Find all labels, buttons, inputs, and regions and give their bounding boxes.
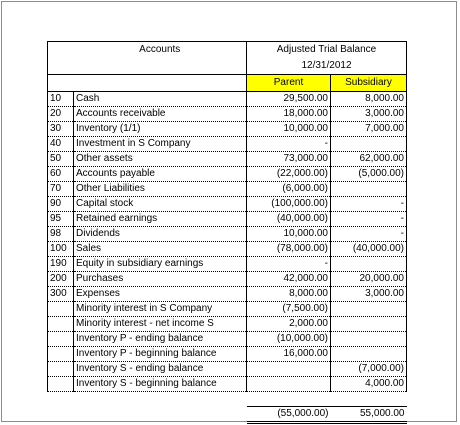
parent-balance: 8,000.00 <box>247 287 331 302</box>
parent-balance <box>247 362 331 377</box>
subsidiary-balance: 62,000.00 <box>331 152 407 167</box>
parent-balance: (78,000.00) <box>247 242 331 257</box>
parent-balance <box>247 377 331 392</box>
parent-total: (55,000.00) <box>247 407 331 423</box>
account-name: Minority interest in S Company <box>74 302 247 317</box>
subsidiary-balance <box>331 347 407 362</box>
parent-balance: (7,500.00) <box>247 302 331 317</box>
table-row <box>48 182 407 197</box>
account-code: 20 <box>48 107 74 122</box>
subsidiary-balance <box>331 302 407 317</box>
account-name: Sales <box>74 242 247 257</box>
table-row <box>48 317 407 332</box>
account-name: Other Liabilities <box>74 182 247 197</box>
account-code: 10 <box>48 92 74 107</box>
parent-balance: 29,500.00 <box>247 92 331 107</box>
subsidiary-balance: (40,000.00) <box>331 242 407 257</box>
account-code <box>48 377 74 392</box>
account-code <box>48 347 74 362</box>
subsidiary-total: 55,000.00 <box>331 407 407 423</box>
account-code: 70 <box>48 182 74 197</box>
subsidiary-balance <box>331 257 407 272</box>
account-name: Dividends <box>74 227 247 242</box>
account-code: 30 <box>48 122 74 137</box>
table-row <box>48 302 407 317</box>
account-name: Investment in S Company <box>74 137 247 152</box>
trial-balance-table <box>47 41 407 424</box>
parent-balance: (10,000.00) <box>247 332 331 347</box>
table-row <box>48 287 407 302</box>
table-row <box>48 122 407 137</box>
parent-balance: 42,000.00 <box>247 272 331 287</box>
account-name: Retained earnings <box>74 212 247 227</box>
account-name: Inventory S - beginning balance <box>74 377 247 392</box>
account-name: Inventory (1/1) <box>74 122 247 137</box>
subsidiary-balance: 7,000.00 <box>331 122 407 137</box>
table-row <box>48 152 407 167</box>
account-name: Expenses <box>74 287 247 302</box>
table-row <box>48 377 407 392</box>
header-row-1 <box>48 42 407 59</box>
account-name: Accounts receivable <box>74 107 247 122</box>
table-row <box>48 137 407 152</box>
account-code: 40 <box>48 137 74 152</box>
account-code: 100 <box>48 242 74 257</box>
account-name: Purchases <box>74 272 247 287</box>
parent-balance: - <box>247 137 331 152</box>
table-row <box>48 167 407 182</box>
account-code: 95 <box>48 212 74 227</box>
table-row <box>48 107 407 122</box>
account-code: 60 <box>48 167 74 182</box>
subsidiary-balance: - <box>331 227 407 242</box>
account-code: 190 <box>48 257 74 272</box>
subsidiary-balance: (5,000.00) <box>331 167 407 182</box>
parent-column-header: Parent <box>247 75 331 92</box>
spacer-row <box>48 392 407 407</box>
parent-balance: (22,000.00) <box>247 167 331 182</box>
account-code: 90 <box>48 197 74 212</box>
subsidiary-balance: 20,000.00 <box>331 272 407 287</box>
totals-row <box>48 407 407 423</box>
account-name: Other assets <box>74 152 247 167</box>
subsidiary-balance: 4,000.00 <box>331 377 407 392</box>
parent-balance: 10,000.00 <box>247 227 331 242</box>
table-row <box>48 347 407 362</box>
table-row <box>48 197 407 212</box>
account-name: Equity in subsidiary earnings <box>74 257 247 272</box>
table-row <box>48 362 407 377</box>
subsidiary-balance <box>331 182 407 197</box>
parent-balance: (40,000.00) <box>247 212 331 227</box>
subsidiary-balance: (7,000.00) <box>331 362 407 377</box>
account-code <box>48 317 74 332</box>
account-code: 300 <box>48 287 74 302</box>
table-row <box>48 257 407 272</box>
account-name: Minority interest - net income S <box>74 317 247 332</box>
parent-balance: 10,000.00 <box>247 122 331 137</box>
subsidiary-balance <box>331 137 407 152</box>
account-name: Capital stock <box>74 197 247 212</box>
account-code: 200 <box>48 272 74 287</box>
account-name: Inventory P - ending balance <box>74 332 247 347</box>
table-row <box>48 92 407 107</box>
header-row-3 <box>48 75 407 92</box>
account-name: Inventory S - ending balance <box>74 362 247 377</box>
trial-balance-sheet <box>47 41 407 424</box>
subsidiary-balance <box>331 332 407 347</box>
parent-balance: 2,000.00 <box>247 317 331 332</box>
table-row <box>48 272 407 287</box>
subsidiary-column-header: Subsidiary <box>331 75 407 92</box>
account-code: 98 <box>48 227 74 242</box>
accounts-header: Accounts <box>74 42 247 59</box>
account-code <box>48 302 74 317</box>
table-row <box>48 212 407 227</box>
parent-balance: (6,000.00) <box>247 182 331 197</box>
balance-title: Adjusted Trial Balance <box>247 42 407 59</box>
account-name: Inventory P - beginning balance <box>74 347 247 362</box>
parent-balance: - <box>247 257 331 272</box>
parent-balance: (100,000.00) <box>247 197 331 212</box>
table-row <box>48 332 407 347</box>
parent-balance: 73,000.00 <box>247 152 331 167</box>
account-code: 50 <box>48 152 74 167</box>
parent-balance: 16,000.00 <box>247 347 331 362</box>
table-row <box>48 227 407 242</box>
subsidiary-balance <box>331 317 407 332</box>
subsidiary-balance: 3,000.00 <box>331 287 407 302</box>
subsidiary-balance: - <box>331 212 407 227</box>
account-name: Cash <box>74 92 247 107</box>
subsidiary-balance: 3,000.00 <box>331 107 407 122</box>
header-row-2 <box>48 58 407 75</box>
parent-balance: 18,000.00 <box>247 107 331 122</box>
account-code <box>48 332 74 347</box>
subsidiary-balance: 8,000.00 <box>331 92 407 107</box>
balance-date: 12/31/2012 <box>247 58 407 75</box>
account-name: Accounts payable <box>74 167 247 182</box>
account-code <box>48 362 74 377</box>
subsidiary-balance: - <box>331 197 407 212</box>
table-row <box>48 242 407 257</box>
